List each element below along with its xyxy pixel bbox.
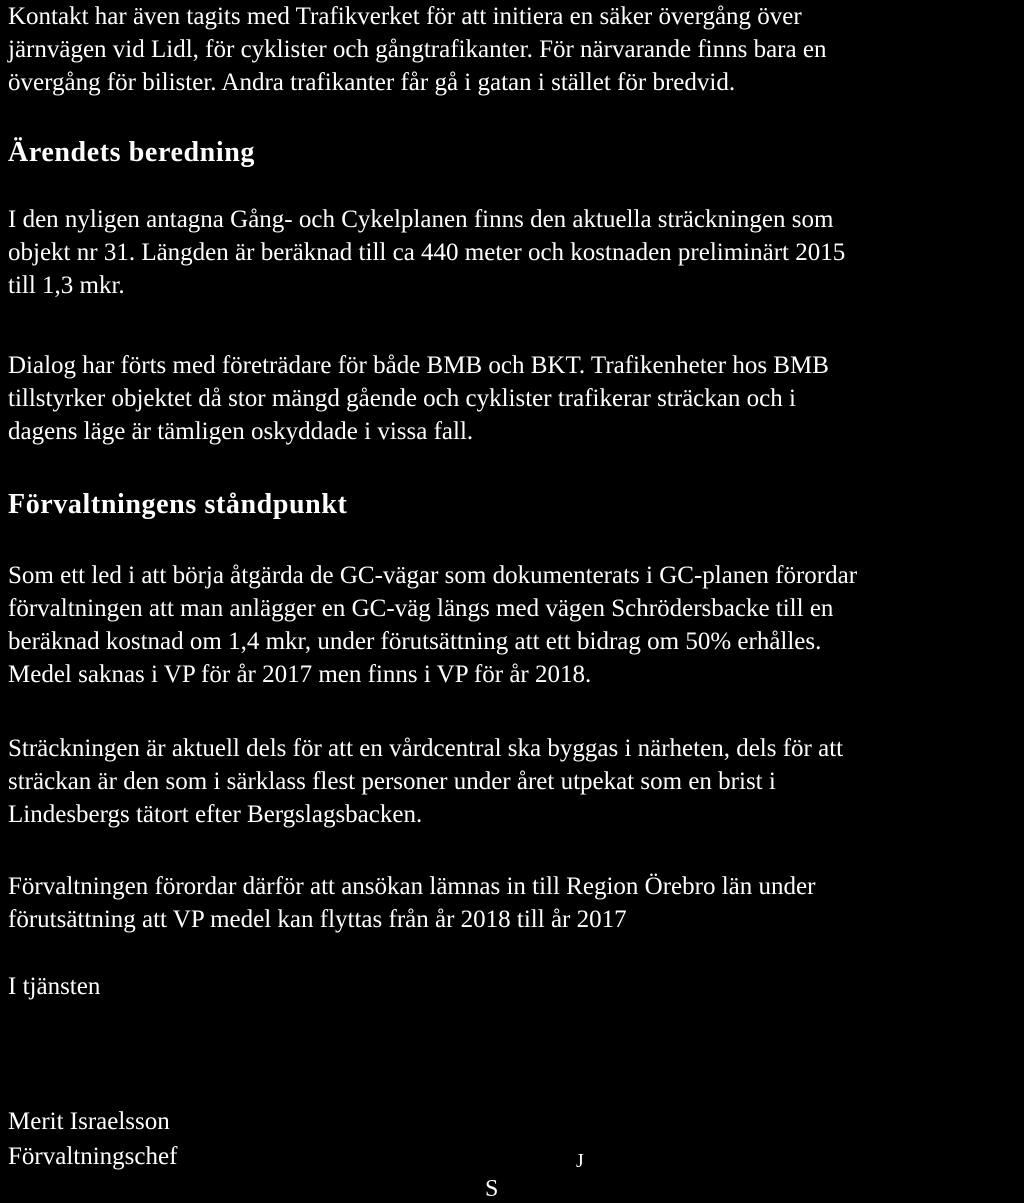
text-line: tillstyrker objektet då stor mängd gående och cyklister trafikerar sträckan och i: [8, 385, 796, 412]
section-heading-beredning: Ärendets beredning: [8, 137, 256, 168]
text-line: Sträckningen är aktuell dels för att en vårdcentral ska byggas i närheten, dels för att: [8, 735, 844, 762]
text-line: sträckan är den som i särklass flest personer under året utpekat som en brist i: [8, 768, 776, 795]
text-line: järnvägen vid Lidl, för cyklister och gångtrafikanter. För närvarande finns bara en: [8, 36, 827, 63]
signature-title: Förvaltningschef: [8, 1143, 178, 1170]
intro-paragraph: [8, 0, 826, 99]
text-line: förvaltningen att man anlägger en GC-väg längs med vägen Schrödersbacke till en: [8, 595, 834, 622]
text-line: Dialog har förts med företrädare för både BMB och BKT. Trafikenheter hos BMB: [8, 352, 829, 379]
text-line: Förvaltningen förordar därför att ansökan lämnas in till Region Örebro län under: [8, 873, 816, 900]
closing-text: I tjänsten: [8, 973, 101, 1000]
text-line: Som ett led i att börja åtgärda de GC-vägar som dokumenterats i GC-planen förordar: [8, 562, 858, 589]
text-line: dagens läge är tämligen oskyddade i vissa fall.: [8, 418, 474, 445]
signature-name: Merit Israelsson: [8, 1108, 170, 1135]
text-line: Kontakt har även tagits med Trafikverket för att initiera en säker övergång över: [8, 3, 802, 30]
text-line: I den nyligen antagna Gång- och Cykelplanen finns den aktuella sträckningen som: [8, 206, 834, 233]
text-line: förutsättning att VP medel kan flyttas från år 2018 till år 2017: [8, 906, 627, 933]
standpunkt-paragraph-3: [8, 870, 815, 936]
standpunkt-paragraph-2: [8, 732, 843, 831]
text-line: beräknad kostnad om 1,4 mkr, under förutsättning att ett bidrag om 50% erhålles.: [8, 628, 822, 655]
text-line: Medel saknas i VP för år 2017 men finns i VP för år 2018.: [8, 661, 592, 688]
handwritten-mark-j: J: [576, 1150, 584, 1172]
section-heading-standpunkt: Förvaltningens ståndpunkt: [8, 489, 348, 520]
handwritten-mark-s: S: [485, 1176, 499, 1202]
text-line: till 1,3 mkr.: [8, 272, 125, 299]
beredning-paragraph-2: [8, 349, 829, 448]
text-line: Lindesbergs tätort efter Bergslagsbacken.: [8, 801, 423, 828]
text-line: övergång för bilister. Andra trafikanter får gå i gatan i stället för bredvid.: [8, 69, 736, 96]
text-line: objekt nr 31. Längden är beräknad till ca 440 meter och kostnaden preliminärt 2015: [8, 239, 846, 266]
beredning-paragraph-1: [8, 203, 845, 302]
standpunkt-paragraph-1: [8, 559, 857, 691]
